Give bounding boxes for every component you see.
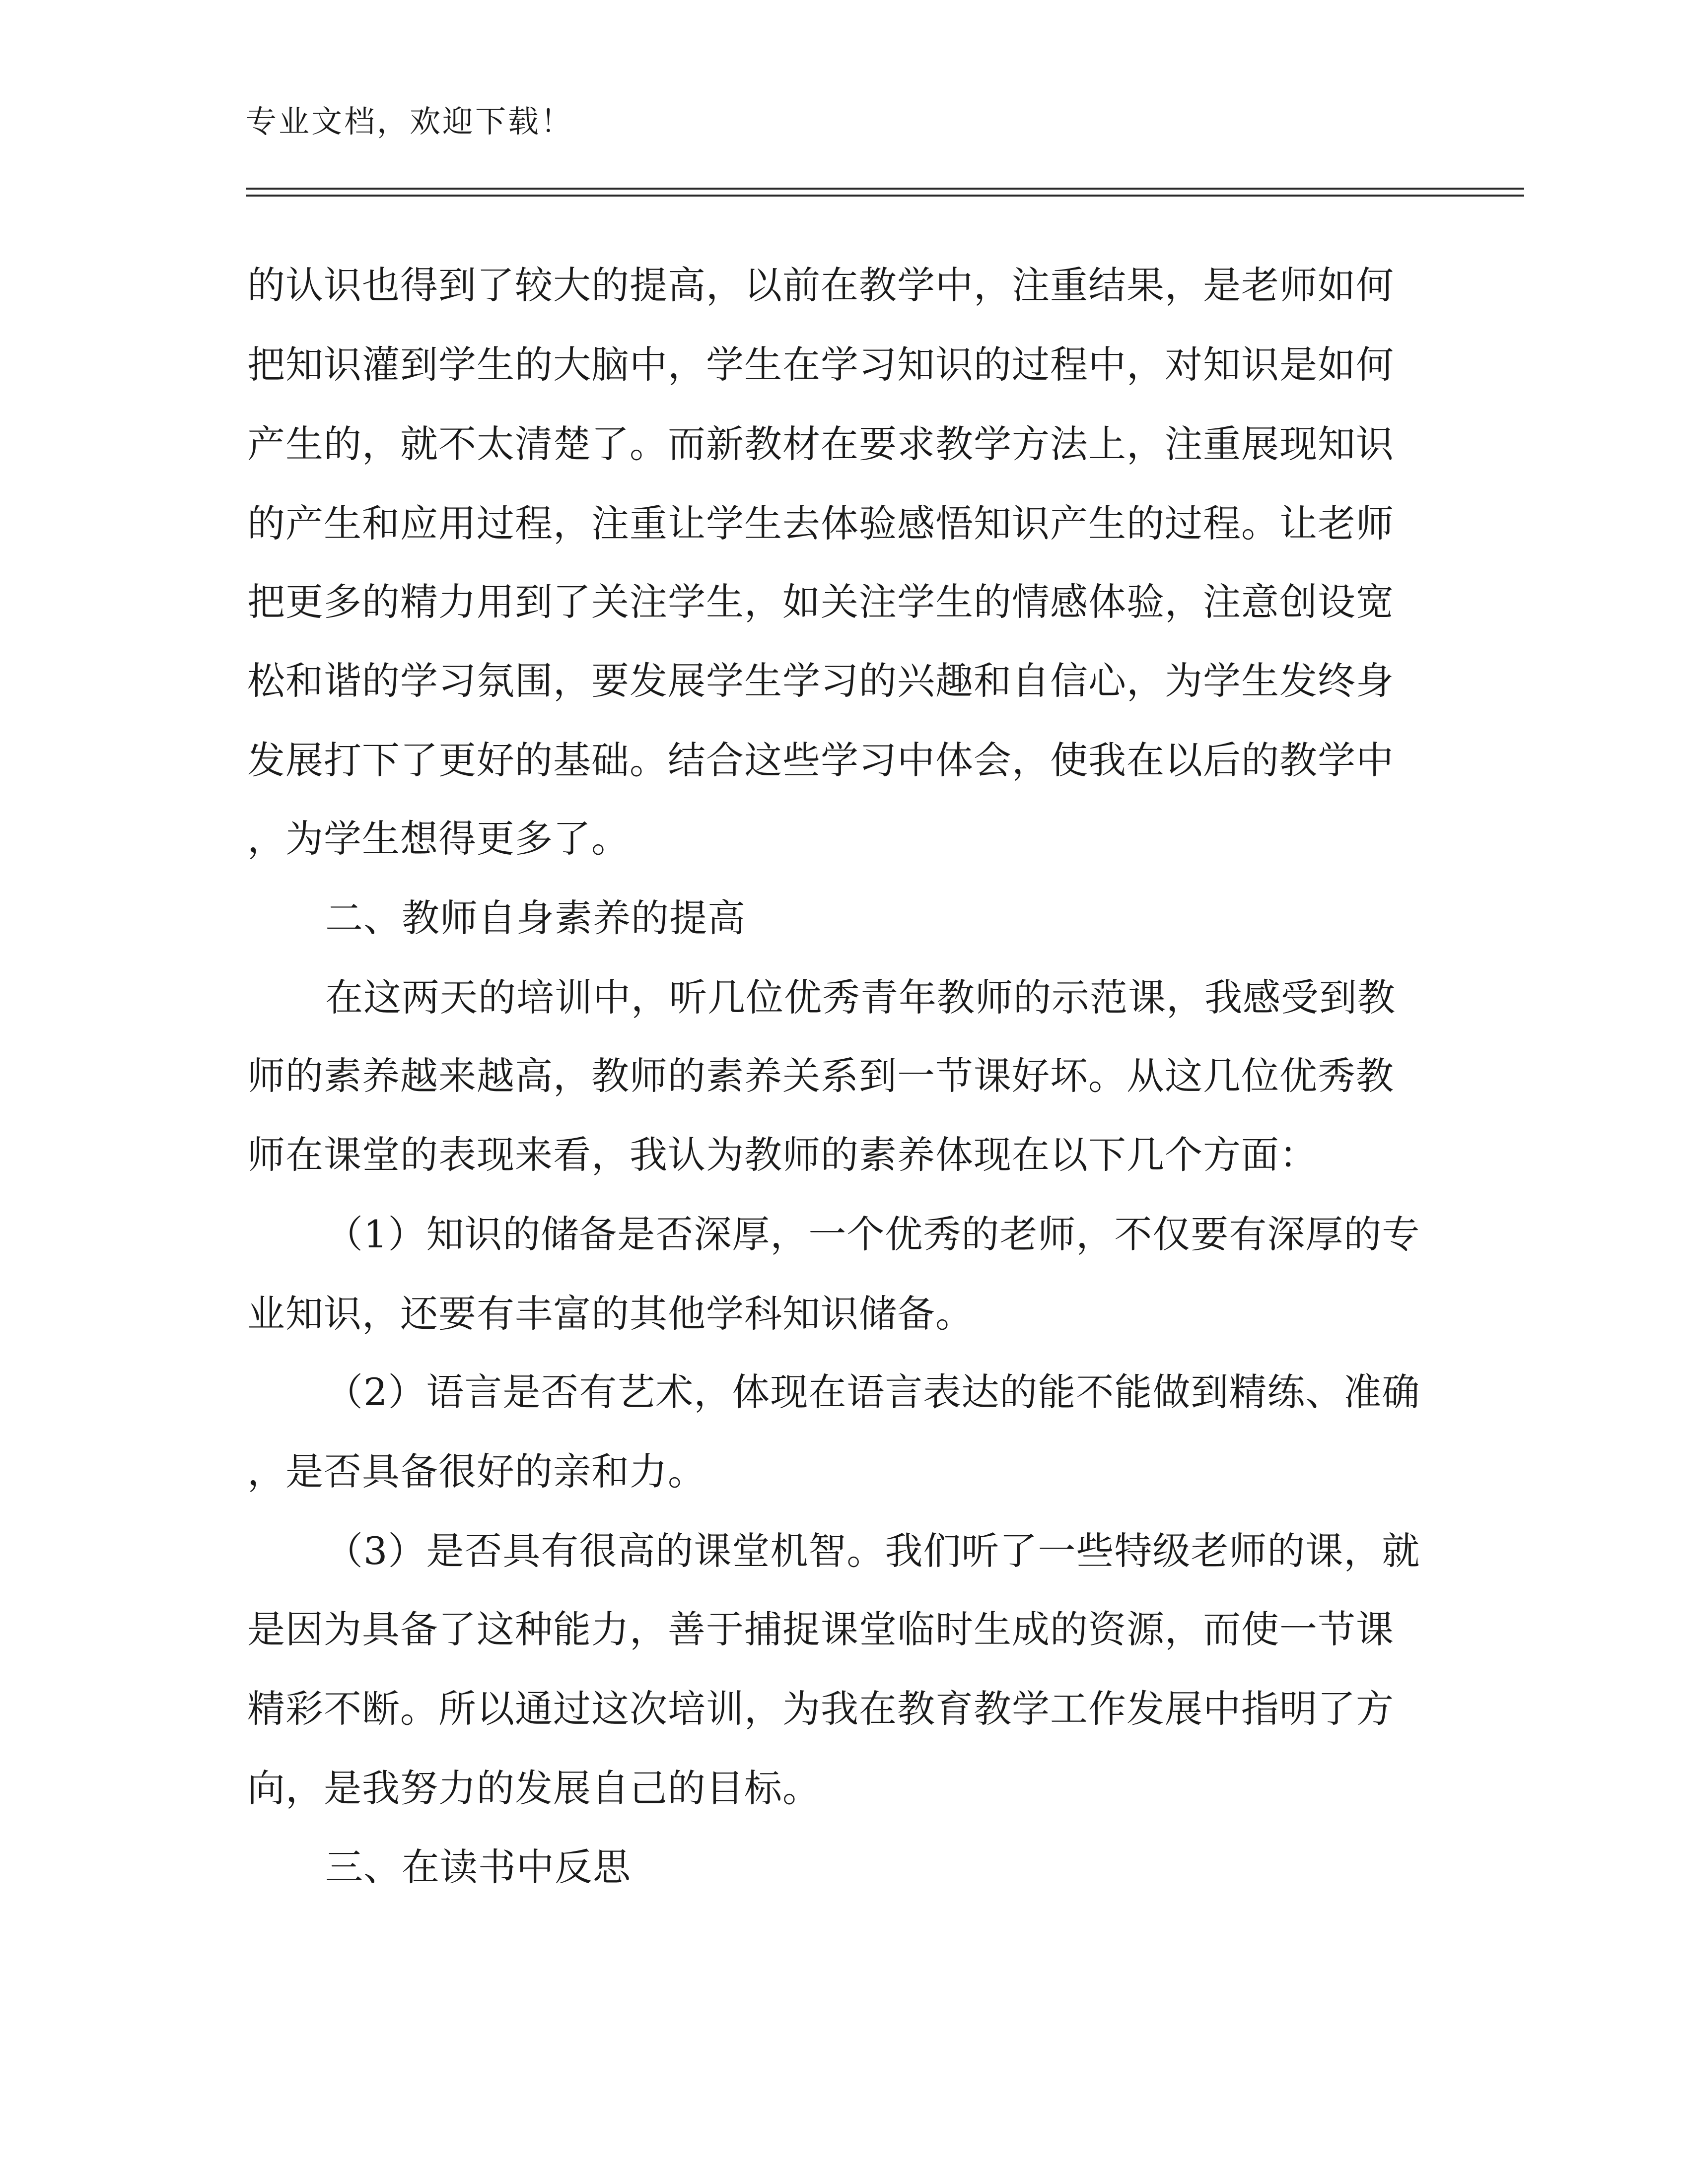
body-line: 的认识也得到了较大的提高，以前在教学中，注重结果，是老师如何 <box>247 263 1394 307</box>
body-line: 师在课堂的表现来看，我认为教师的素养体现在以下几个方面： <box>247 1133 1318 1177</box>
body-line: 的产生和应用过程，注重让学生去体验感悟知识产生的过程。让老师 <box>247 501 1394 546</box>
body-line: 在这两天的培训中，听几位优秀青年教师的示范课，我感受到教 <box>325 975 1396 1020</box>
section-heading: 二、教师自身素养的提高 <box>325 896 746 940</box>
body-line: （1）知识的储备是否深厚，一个优秀的老师，不仅要有深厚的专 <box>325 1212 1420 1256</box>
body-line: ，为学生想得更多了。 <box>247 817 630 861</box>
body-line: ，是否具备很好的亲和力。 <box>247 1449 706 1494</box>
header-rule-top <box>246 188 1524 190</box>
body-line: 松和谐的学习氛围，要发展学生学习的兴趣和自信心，为学生发终身 <box>247 659 1394 703</box>
page-header-text: 专业文档，欢迎下载！ <box>246 103 574 139</box>
body-line: 把更多的精力用到了关注学生，如关注学生的情感体验，注意创设宽 <box>247 580 1394 624</box>
body-line: 是因为具备了这种能力，善于捕捉课堂临时生成的资源，而使一节课 <box>247 1607 1394 1651</box>
section-heading: 三、在读书中反思 <box>325 1845 631 1889</box>
body-line: （2）语言是否有艺术，体现在语言表达的能不能做到精练、准确 <box>325 1370 1420 1414</box>
body-line: （3）是否具有很高的课堂机智。我们听了一些特级老师的课，就 <box>325 1529 1420 1573</box>
body-line: 把知识灌到学生的大脑中，学生在学习知识的过程中，对知识是如何 <box>247 342 1394 387</box>
body-line: 精彩不断。所以通过这次培训，为我在教育教学工作发展中指明了方 <box>247 1687 1394 1731</box>
body-line: 向，是我努力的发展自己的目标。 <box>247 1766 821 1810</box>
body-line: 师的素养越来越高，教师的素养关系到一节课好坏。从这几位优秀教 <box>247 1054 1394 1098</box>
body-line: 产生的，就不太清楚了。而新教材在要求教学方法上，注重展现知识 <box>247 422 1394 466</box>
header-rule-bottom <box>246 195 1524 197</box>
body-line: 发展打下了更好的基础。结合这些学习中体会，使我在以后的教学中 <box>247 738 1394 782</box>
body-line: 业知识，还要有丰富的其他学科知识储备。 <box>247 1292 974 1336</box>
